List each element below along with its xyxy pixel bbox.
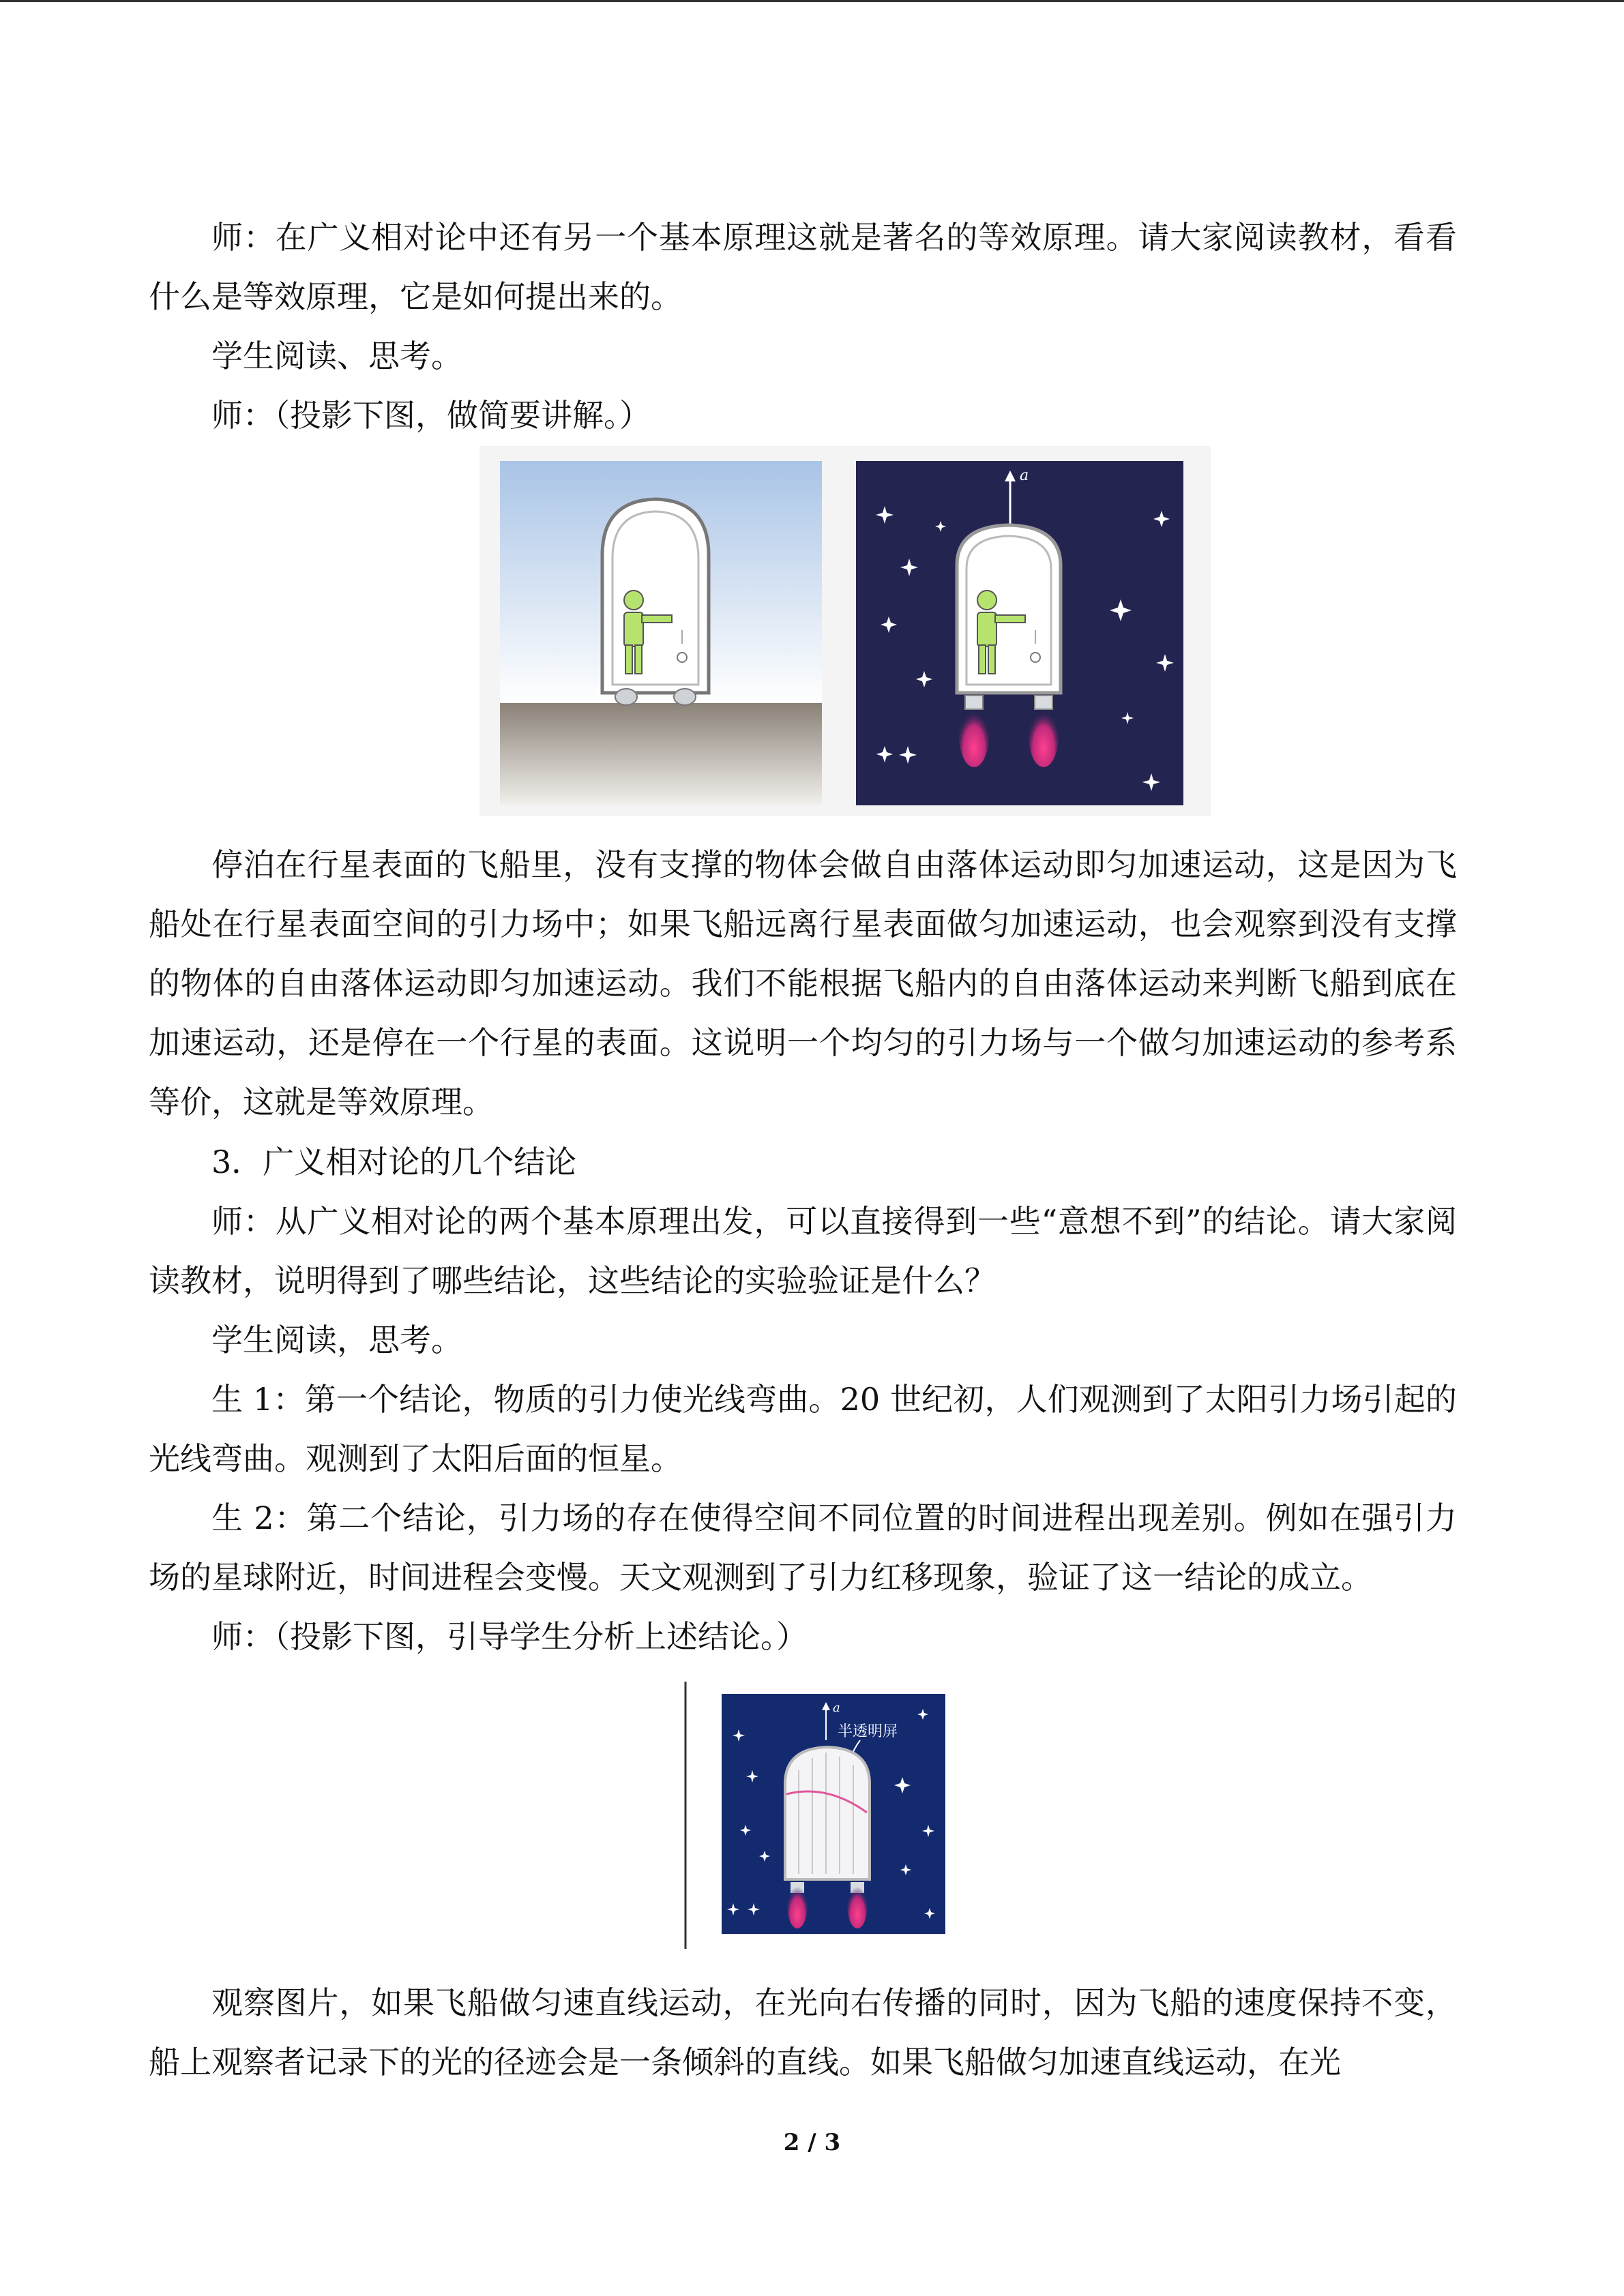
paragraph-2: 学生阅读、思考。 — [211, 338, 462, 374]
falling-ball — [677, 653, 687, 662]
planet-panel — [500, 461, 822, 805]
space-panel — [856, 461, 1183, 805]
paragraph-7: 学生阅读，思考。 — [211, 1322, 462, 1358]
paragraph-3: 师：（投影下图，做简要讲解。） — [211, 397, 651, 434]
acceleration-label-2: a — [833, 1701, 840, 1715]
equivalence-figure — [479, 446, 1211, 816]
paragraph-11: 观察图片，如果飞船做匀速直线运动，在光向右传播的同时，因为飞船的速度保持不变，船上观察者记录下的光的径迹会是一条倾斜的直线。如果飞船做匀加速直线运动，在光 — [149, 1984, 1457, 2081]
paragraph-1: 师：在广义相对论中还有另一个基本原理这就是著名的等效原理。请大家阅读教材，看看什么是等效原理，它是如何提出来的。 — [149, 219, 1457, 315]
page-number: 2 / 3 — [783, 2129, 841, 2156]
light-bending-figure — [684, 1682, 1006, 1949]
rocket-flame-right — [1029, 704, 1059, 767]
paragraph-10: 师：（投影下图，引导学生分析上述结论。） — [211, 1618, 808, 1655]
paragraph-4: 停泊在行星表面的飞船里，没有支撑的物体会做自由落体运动即匀加速运动，这是因为飞船处在行星表面空间的引力场中；如果飞船远离行星表面做匀加速运动，也会观察到没有支撑的物体的自由落体运动即匀加速运动。我们不能根据飞船内的自由落体运动来判断飞船到底在加速运动，还是停在一个行星的表面。这说明一个均匀的引力场与一个做匀加速运动的参考系等价，这就是等效原理。 — [149, 846, 1457, 1120]
section-heading: 3．广义相对论的几个结论 — [211, 1144, 577, 1180]
paragraph-6: 师：从广义相对论的两个基本原理出发，可以直接得到一些“意想不到”的结论。请大家阅读教材，说明得到了哪些结论，这些结论的实验验证是什么？ — [149, 1203, 1457, 1299]
rocket-flame-left — [959, 704, 989, 767]
acceleration-label: a — [1020, 467, 1029, 484]
paragraph-9: 生 2：第二个结论，引力场的存在使得空间不同位置的时间进程出现差别。例如在强引力场的星球附近，时间进程会变慢。天文观测到了引力红移现象，验证了这一结论的成立。 — [149, 1500, 1457, 1596]
paragraph-8: 生 1：第一个结论，物质的引力使光线弯曲。20 世纪初，人们观测到了太阳引力场引起的光线弯曲。观测到了太阳后面的恒星。 — [149, 1381, 1457, 1477]
top-border — [0, 0, 1624, 2]
screen-label: 半透明屏 — [838, 1723, 898, 1740]
